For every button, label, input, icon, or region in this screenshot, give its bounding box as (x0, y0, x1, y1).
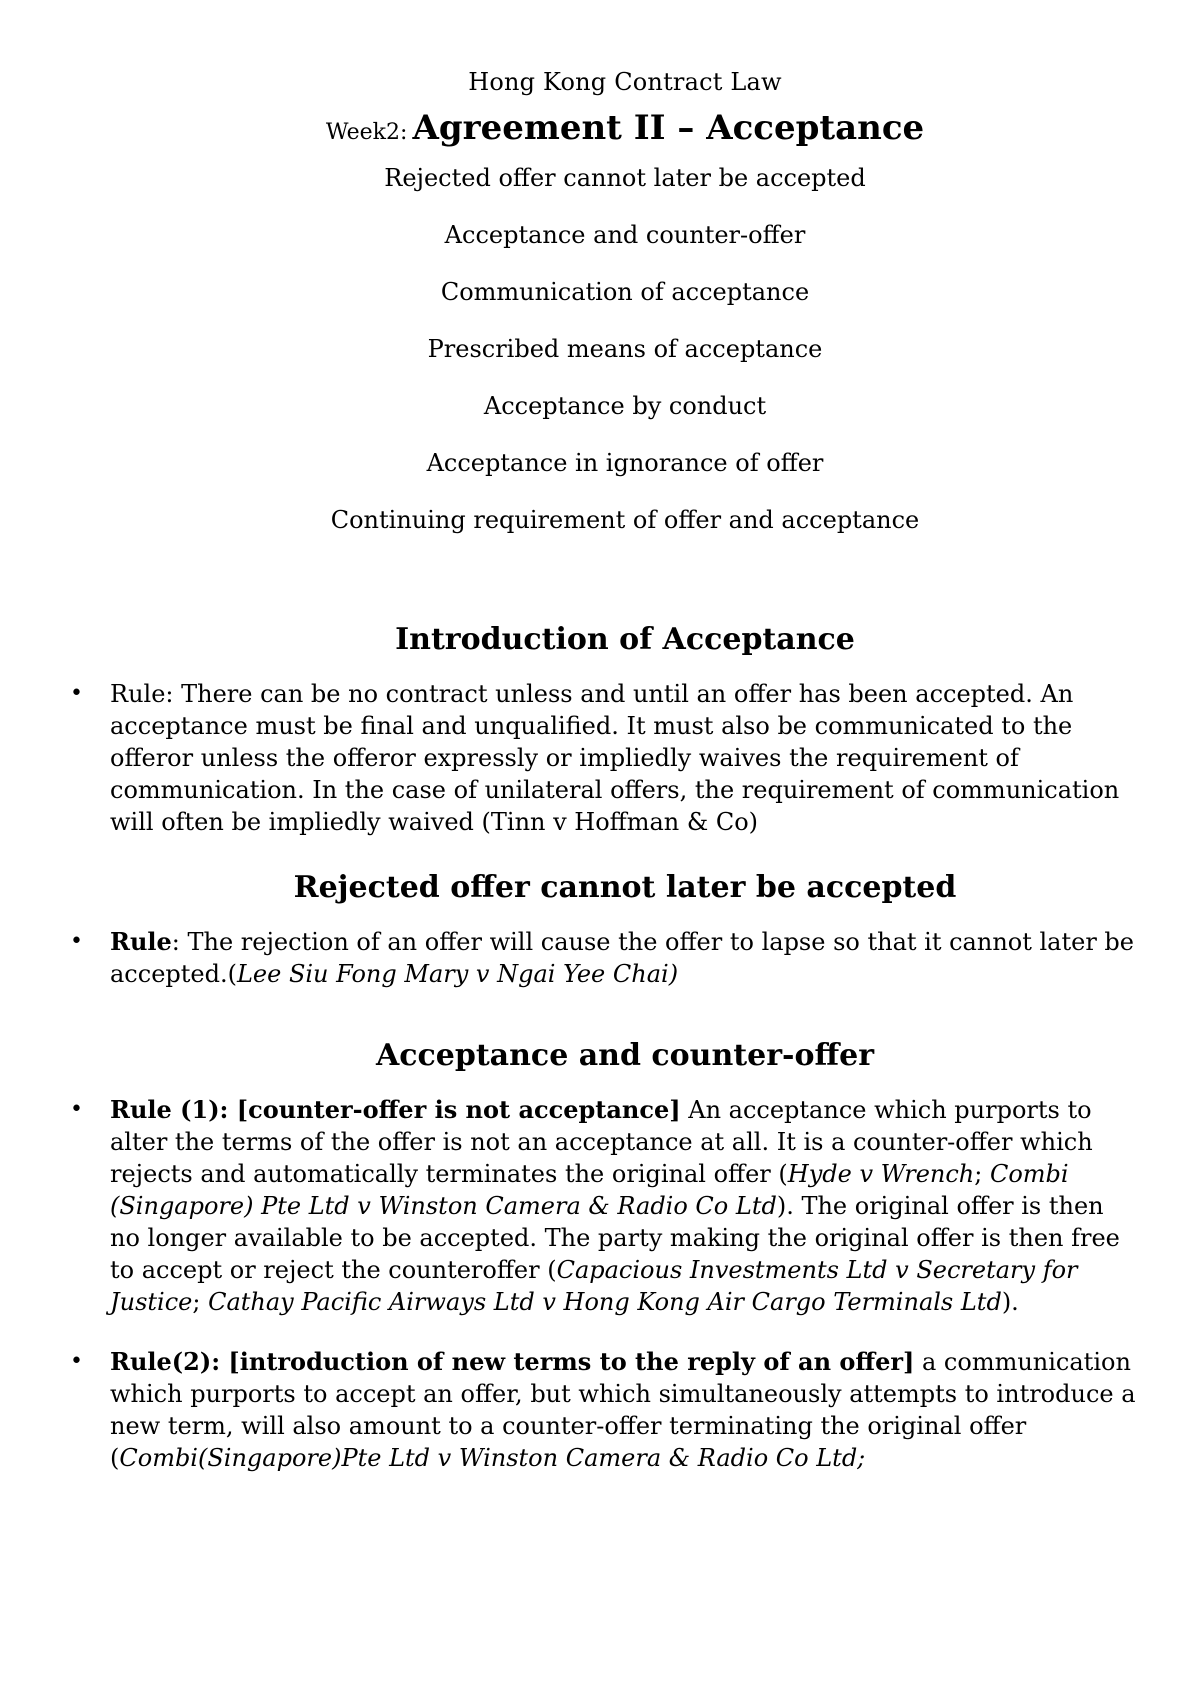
section-heading-rejected-offer: Rejected offer cannot later be accepted (293, 870, 957, 906)
rule-list (70, 678, 1140, 838)
rule-text: Rule: There can be no contract unless and until an offer has been accepted. An acceptance must be final and unqualified. It must also be communicated to the offeror unless the offeror expressly or impliedly waives the requirement of communication. In the case of unilateral offers, the requirement of communication will often be impliedly waived (Tinn v Hoffman & Co) (110, 680, 1120, 837)
section-heading-introduction: Introduction of Acceptance (395, 622, 855, 658)
topic-item: Acceptance and counter-offer (444, 221, 806, 250)
topic-item: Acceptance by conduct (483, 392, 767, 421)
case-citation: Cathay Pacific Airways Ltd v Hong Kong Air Cargo Terminals Ltd (208, 1288, 1002, 1317)
rule-label: Rule(2): [introduction of new terms to the reply of an offer] (110, 1347, 915, 1377)
week-label: Week2: (325, 120, 408, 145)
rule-item (70, 1094, 1140, 1318)
section-heading-counter-offer: Acceptance and counter-offer (375, 1038, 875, 1074)
case-citation: Combi (Singapore) Pte Ltd v Winston Camera & Radio Co Ltd (110, 1160, 1069, 1221)
bullet-icon: • (70, 929, 83, 955)
topic-list (110, 165, 1140, 534)
rule-list (70, 1094, 1140, 1474)
separator: ; (192, 1288, 209, 1317)
course-title: Hong Kong Contract Law (468, 68, 782, 96)
bullet-icon: • (70, 1349, 83, 1375)
case-citation: Combi(Singapore)Pte Ltd v Winston Camera & Radio Co Ltd; (119, 1444, 866, 1473)
rule-item (70, 678, 1140, 838)
topic-item: Acceptance in ignorance of offer (426, 449, 824, 478)
topic-item: Prescribed means of acceptance (427, 335, 823, 364)
rule-item (70, 926, 1140, 990)
case-citation: Lee Siu Fong Mary v Ngai Yee Chai) (236, 960, 679, 989)
topic-item: Continuing requirement of offer and acceptance (330, 506, 920, 535)
week-title: Agreement II – Acceptance (412, 108, 925, 148)
separator: ; (974, 1160, 990, 1189)
rule-item (70, 1346, 1140, 1474)
case-citation: Hyde v Wrench (787, 1160, 975, 1189)
rule-text: ). (1001, 1288, 1019, 1317)
rule-text: ). The original offer is then no longer available to be accepted. The party making the original offer is then free to accept or reject the counteroffer ( (110, 1192, 1120, 1285)
rule-list (70, 926, 1140, 990)
rule-label: Rule (110, 927, 172, 957)
week-heading (110, 110, 1140, 147)
bullet-icon: • (70, 1097, 83, 1123)
rule-text: : The rejection of an offer will cause the offer to lapse so that it cannot later be accepted.( (110, 928, 1134, 989)
rule-text: a communication which purports to accept an offer, but which simultaneously attempts to introduce a new term, will also amount to a counter-offer terminating the original offer ( (110, 1348, 1136, 1473)
rule-label: Rule (1): [counter-offer is not acceptance] (110, 1095, 681, 1125)
case-citation: Capacious Investments Ltd v Secretary for Justice (110, 1256, 1078, 1317)
topic-item: Rejected offer cannot later be accepted (384, 164, 866, 193)
bullet-icon: • (70, 681, 83, 707)
topic-item: Communication of acceptance (440, 278, 810, 307)
rule-text: An acceptance which purports to alter the terms of the offer is not an acceptance at all. It is a counter-offer which rejects and automatically terminates the original offer ( (110, 1096, 1093, 1189)
